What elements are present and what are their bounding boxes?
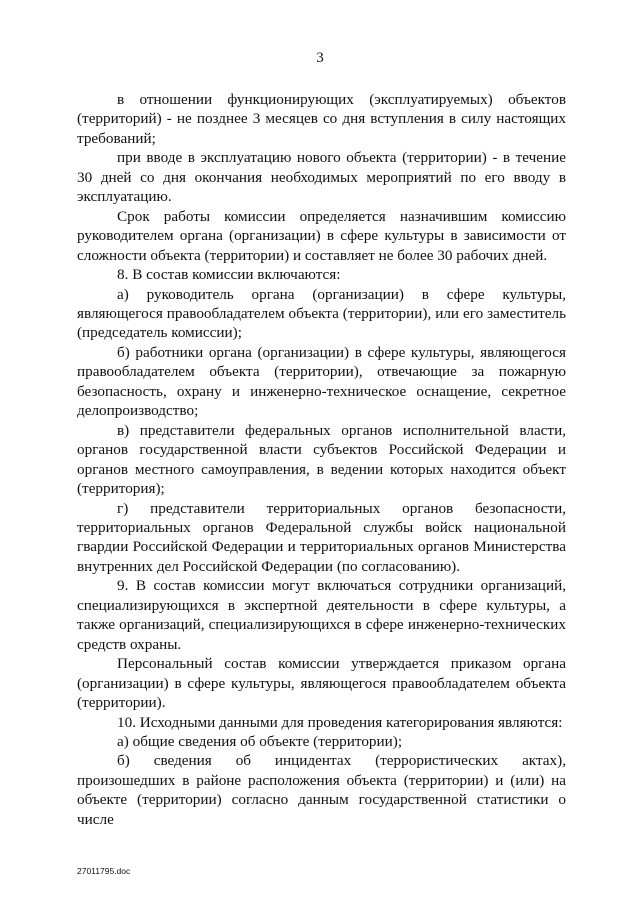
- paragraph: Персональный состав комиссии утверждается приказом органа (организации) в сфере культуры, являющегося правообладателем объекта (территории).: [77, 655, 566, 712]
- paragraph: в отношении функционирующих (эксплуатируемых) объектов (территорий) - не позднее 3 месяцев со дня вступления в силу настоящих требований;: [77, 91, 566, 147]
- paragraph: а) общие сведения об объекте (территории);: [117, 732, 403, 750]
- document-body: [77, 90, 566, 829]
- page-number: 3: [316, 50, 324, 66]
- paragraph: б) сведения об инцидентах (террористических актах), произошедших в районе расположения объекта (территории) и (или) на объекте (территории) согласно данным государственной статистики о числе: [77, 752, 566, 828]
- paragraph: Срок работы комиссии определяется назначившим комиссию руководителем органа (организации) в сфере культуры в зависимости от сложности объекта (территории) и составляет не более 30 рабочих дней.: [77, 207, 566, 264]
- paragraph: б) работники органа (организации) в сфере культуры, являющегося правообладателем объекта (территории), отвечающие за пожарную безопасность, охрану и инженерно-техническое оснащение, секретное делопроизводство;: [77, 343, 566, 420]
- paragraph: 9. В состав комиссии могут включаться сотрудники организаций, специализирующихся в экспертной деятельности в сфере культуры, а также организаций, специализирующихся в сфере инженерно-технических средств охраны.: [77, 577, 566, 653]
- paragraph: при вводе в эксплуатацию нового объекта (территории) - в течение 30 дней со дня окончания необходимых мероприятий по его вводу в эксплуатацию.: [77, 149, 566, 206]
- paragraph: 10. Исходными данными для проведения категорирования являются:: [117, 713, 563, 731]
- paragraph: 8. В состав комиссии включаются:: [117, 266, 341, 284]
- paragraph: а) руководитель органа (организации) в сфере культуры, являющегося правообладателем объекта (территории), или его заместитель (председатель комиссии);: [77, 285, 566, 342]
- file-name-footer: 27011795.doc: [77, 866, 131, 876]
- paragraph: в) представители федеральных органов исполнительной власти, органов государственной власти субъектов Российской Федерации и органов местного самоуправления, в ведении которых находится объект (территория);: [77, 421, 566, 498]
- paragraph: г) представители территориальных органов безопасности, территориальных органов Федеральной службы войск национальной гвардии Российской Федерации и территориальных органов Министерства внутренних дел Российской Федерации (по согласованию).: [77, 499, 566, 575]
